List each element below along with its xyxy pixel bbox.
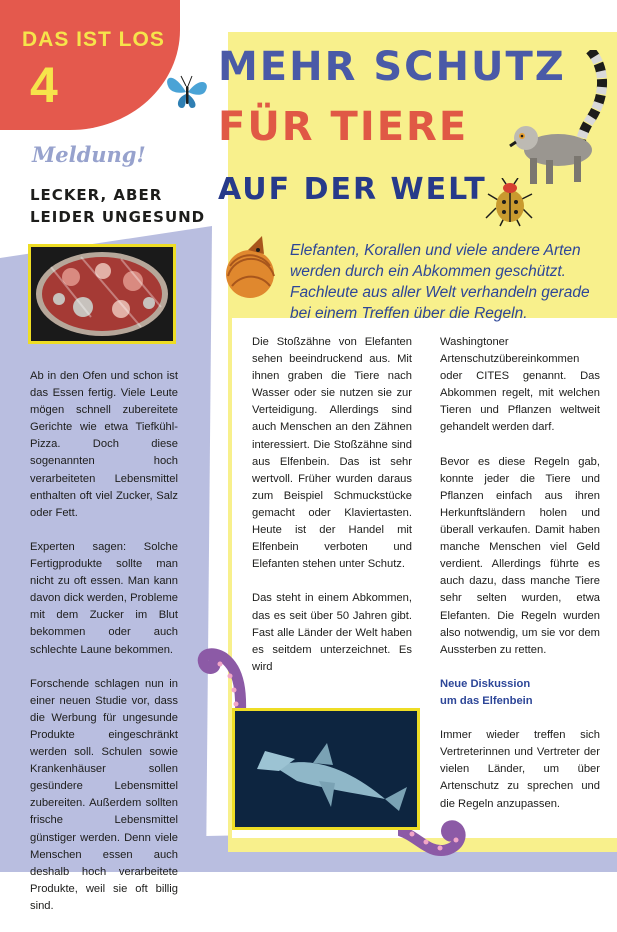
news-headline-line-1: LECKER, ABER [30, 186, 163, 204]
title-line-3: AUF DER WELT [218, 172, 487, 207]
article-subheading-line-1: Neue Diskussion [440, 677, 531, 690]
hammerhead-shark-photo [232, 708, 420, 830]
article-paragraph-4: Bevor es diese Regeln gab, konnte jeder die Tiere und Pflanzen einfach aus ihren Herkunftsländern holen und überall verkaufen. Damit haben manche Menschen viel Geld verdient. Allerdings führte es auch dazu, dass manche Tiere sehr selten wurden, etwa Elefanten. Die Regeln wurden also notwendig, um sie vor dem Aussterben zu retten. [440, 455, 600, 656]
article-paragraph-2: Das steht in einem Abkommen, das es seit über 50 Jahren gibt. Fast alle Länder der Welt haben es seitdem unterzeichnet. Es wird [252, 592, 412, 673]
article-column-1 [252, 334, 412, 693]
news-paragraph-1: Ab in den Ofen und schon ist das Essen fertig. Viele Leute mögen schnell zubereitete Gerichte wie etwa Tiefkühl-Pizza. Doch diese sogenannten hoch verarbeiteten Lebensmittel enthalten oft viel Zucker, Salz oder Fett. [30, 370, 178, 519]
title-line-2: FÜR TIERE [218, 104, 469, 150]
article-paragraph-5: Immer wieder treffen sich Vertreterinnen und Vertreter der vielen Länder, um über Artenschutz zu sprechen und die Regeln anzupassen. [440, 729, 600, 810]
article-subheading-line-2: um das Elfenbein [440, 694, 533, 707]
lemur-icon [508, 50, 608, 190]
news-paragraph-3: Forschende schlagen nun in einer neuen Studie vor, dass die Werbung für ungesunde Produkte eingeschränkt werden soll. Schulen sowie Krankenhäuser sollen gesündere Lebensmittel zubereiten. Außerdem sollten frische Lebensmittel günstiger werden. Denn viele Menschen essen auch deshalb hoch verarbeitete Produkte, weil sie oft billig sind. [30, 677, 178, 912]
article-paragraph-3: Washingtoner Artenschutzübereinkommen oder CITES genannt. Das Abkommen regelt, mit welchen Tieren und Pflanzen weltweit gehandelt werden darf. [440, 336, 600, 434]
butterfly-icon [164, 68, 210, 112]
title-line-1: MEHR SCHUTZ [218, 44, 566, 90]
beetle-icon [482, 178, 536, 228]
article-subheading [440, 676, 600, 710]
section-label: DAS IST LOS [22, 28, 165, 51]
news-headline [30, 184, 205, 228]
intro-text: Elefanten, Korallen und viele andere Arten werden durch ein Abkommen geschützt. Fachleute aus aller Welt verhandeln gerade bei einem Treffen über die Regeln. [290, 242, 590, 322]
pizza-photo [28, 244, 176, 344]
news-label: Meldung! [32, 142, 146, 167]
article-paragraph-1: Die Stoßzähne von Elefanten sehen beeindruckend aus. Mit ihnen graben die Tiere nach Wasser oder sie nutzen sie zur Verteidigung. Allerdings sind auch Menschen an den Zähnen interessiert. Die Stoßzähne sind aus Elfenbein. Das ist sehr wertvoll. Früher wurden daraus zum Beispiel Schmuckstücke gemacht oder Klaviertasten. Heute ist der Handel mit Elfenbein verboten und Elefanten stehen unter Schutz. [252, 336, 412, 571]
armadillo-icon [218, 236, 284, 302]
news-paragraph-2: Experten sagen: Solche Fertigprodukte sollte man nicht zu oft essen. Man kann davon dick werden, Probleme mit dem Zucker im Blut bekommen oder auch schlechte Laune bekommen. [30, 540, 178, 656]
news-body [30, 368, 178, 932]
issue-number: 4 [30, 57, 58, 113]
news-headline-line-2: LEIDER UNGESUND [30, 208, 206, 226]
article-column-2 [440, 334, 600, 830]
